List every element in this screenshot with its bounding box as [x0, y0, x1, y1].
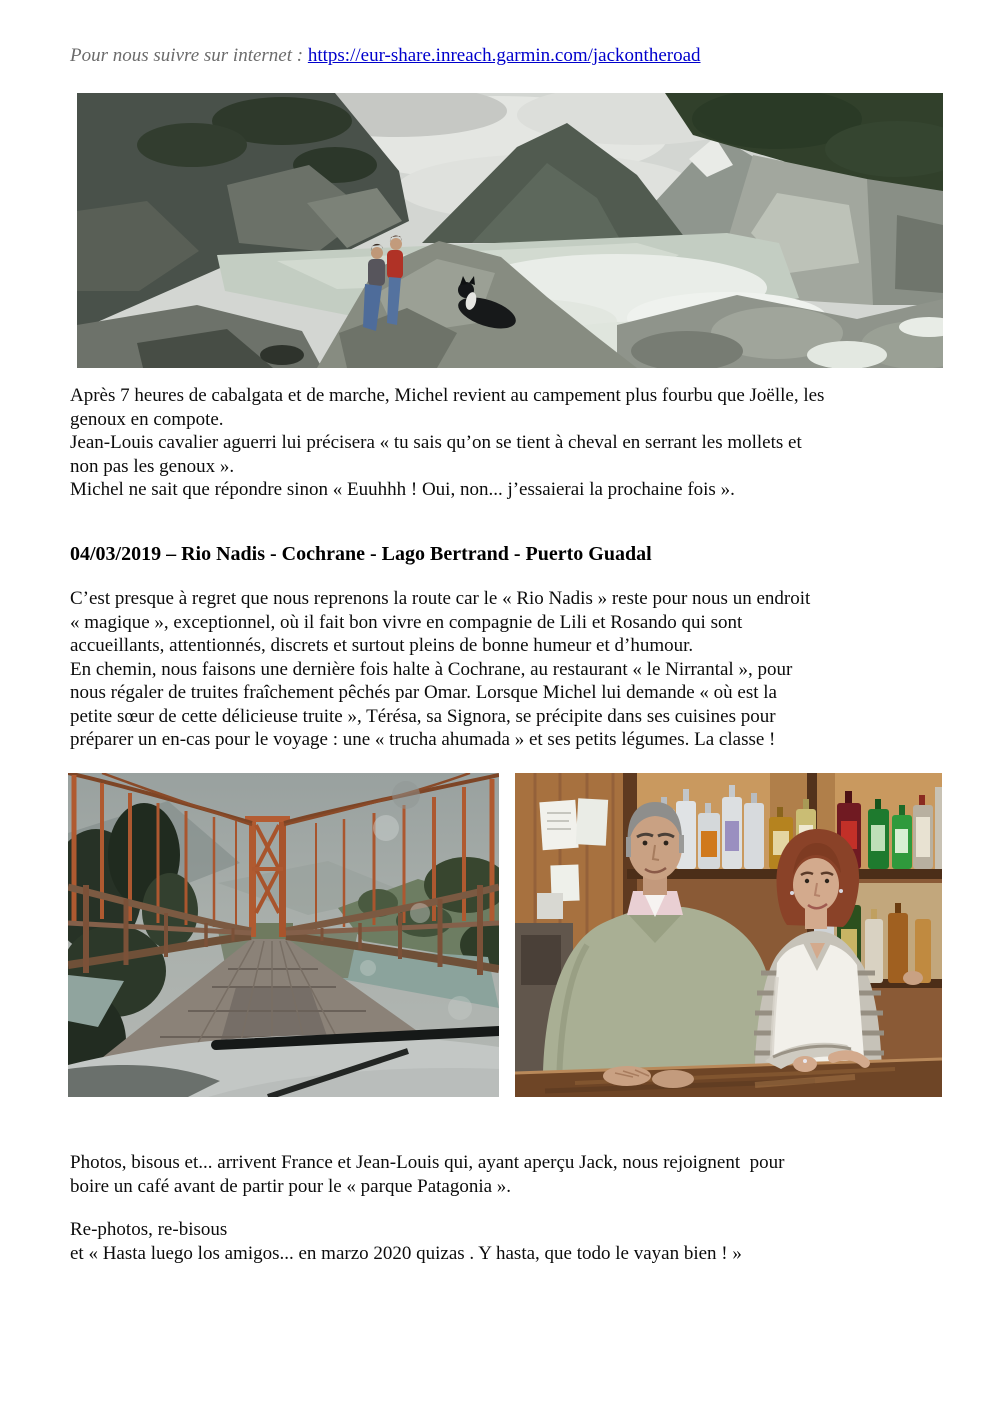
paragraph-re-photos — [70, 1218, 742, 1265]
text-line: accueillants, attentionnés, discrets et surtout pleins de bonne humeur et d’humour. — [70, 635, 694, 656]
photo-couple-bar — [515, 773, 942, 1097]
text-line: En chemin, nous faisons une dernière fois halte à Cochrane, au restaurant « le Nirrantal », pour — [70, 658, 793, 680]
paragraph-photos-bisous — [70, 1151, 784, 1198]
section-heading-date: 04/03/2019 – Rio Nadis - Cochrane - Lago Bertrand - Puerto Guadal — [70, 543, 652, 565]
text-line: nous régaler de truites fraîchement pêchés par Omar. Lorsque Michel lui demande « où est la — [70, 682, 777, 703]
paragraph-rio-nadis — [70, 587, 810, 752]
text-line: « magique », exceptionnel, où il fait bon vivre en compagnie de Lili et Rosando qui sont — [70, 611, 743, 633]
text-line: Après 7 heures de cabalgata et de marche, Michel revient au campement plus fourbu que Joëlle, les — [70, 385, 825, 406]
text-line: boire un café avant de partir pour le « parque Patagonia ». — [70, 1175, 512, 1197]
paragraph-cabalgata — [70, 384, 824, 502]
text-line: et « Hasta luego los amigos... en marzo 2020 quizas . Y hasta, que todo le vayan bien ! » — [70, 1242, 742, 1264]
text-line: Photos, bisous et... arrivent France et Jean-Louis qui, ayant aperçu Jack, nous rejoignent pour — [70, 1152, 785, 1173]
text-line: C’est presque à regret que nous reprenons la route car le « Rio Nadis » reste pour nous un endroit — [70, 588, 811, 609]
follow-us-line — [70, 45, 701, 67]
river-canyon-illustration — [77, 93, 943, 368]
couple-bar-illustration — [515, 773, 942, 1097]
text-line: Michel ne sait que répondre sinon « Euuhhh ! Oui, non... j’essaierai la prochaine fois ». — [70, 479, 735, 500]
suspension-bridge-illustration — [68, 773, 499, 1097]
garmin-share-link[interactable]: https://eur-share.inreach.garmin.com/jackontheroad — [307, 45, 701, 66]
photo-suspension-bridge — [68, 773, 499, 1097]
text-line: non pas les genoux ». — [70, 455, 235, 477]
text-line: petite sœur de cette délicieuse truite », Térésa, sa Signora, se précipite dans ses cuisines pour — [70, 705, 776, 727]
text-line: genoux en compote. — [70, 408, 224, 430]
follow-us-label: Pour nous suivre sur internet : — [70, 45, 308, 66]
text-line: préparer un en-cas pour le voyage : une « trucha ahumada » et ses petits légumes. La classe ! — [70, 729, 776, 750]
photo-river-canyon — [77, 93, 943, 368]
text-line: Re-photos, re-bisous — [70, 1219, 228, 1240]
text-line: Jean-Louis cavalier aguerri lui précisera « tu sais qu’on se tient à cheval en serrant les mollets et — [70, 432, 802, 453]
